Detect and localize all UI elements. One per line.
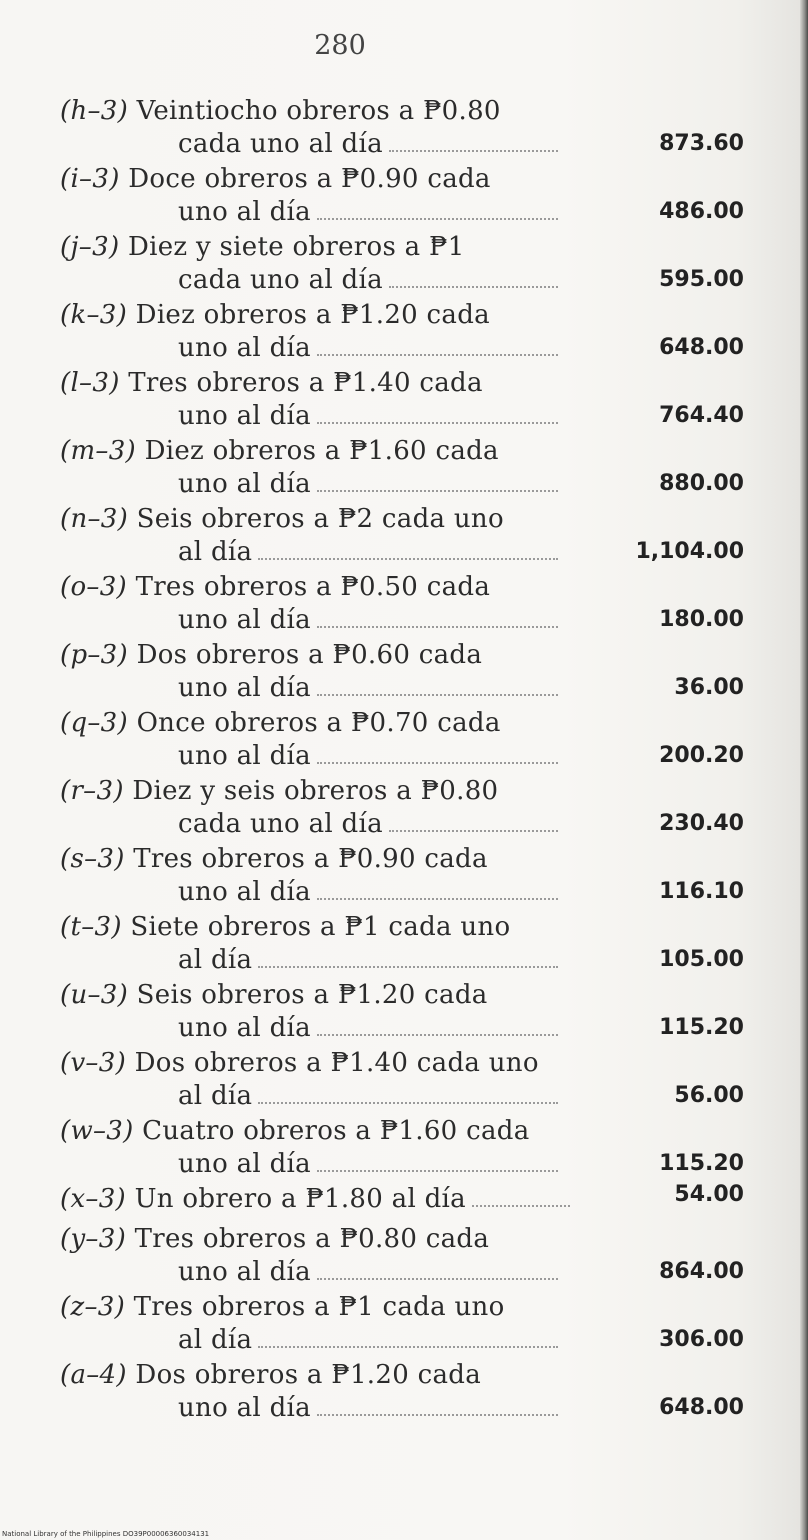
entry-code: (h–3) [60,96,129,126]
entry-code: (m–3) [60,436,136,466]
entry-amount: 105.00 [659,947,744,972]
list-item [0,707,800,775]
entry-amount: 873.60 [659,131,744,156]
list-item [0,1115,800,1183]
entry-text-cont: cada uno al día [178,809,383,839]
entry-text-cont: al día [178,537,253,567]
entry-amount: 230.40 [659,811,744,836]
dot-leader [389,830,558,832]
list-item [0,571,800,639]
entry-text-cont: cada uno al día [178,265,383,295]
entry-text-cont: uno al día [178,401,311,431]
entry-text: Tres obreros a ₱0.90 cada [133,844,488,874]
entry-amount: 115.20 [659,1015,744,1040]
list-item [0,1223,800,1291]
entry-text: Un obrero a ₱1.80 al día [134,1184,466,1214]
entry-text: Siete obreros a ₱1 cada uno [130,912,511,942]
entry-code: (i–3) [60,164,120,194]
dot-leader [258,1102,558,1104]
list-item [0,1047,800,1115]
entry-amount: 306.00 [659,1327,744,1352]
entry-amount: 200.20 [659,743,744,768]
entry-code: (u–3) [60,980,129,1010]
list-item [0,843,800,911]
entry-text: Cuatro obreros a ₱1.60 cada [142,1116,530,1146]
entry-code: (x–3) [60,1184,126,1214]
list-item [0,163,800,231]
entry-code: (a–4) [60,1360,127,1390]
dot-leader [317,422,558,424]
entry-text-cont: cada uno al día [178,129,383,159]
entry-text: Tres obreros a ₱1 cada uno [133,1292,505,1322]
dot-leader [317,1278,558,1280]
entry-amount: 880.00 [659,471,744,496]
entry-text-cont: uno al día [178,1149,311,1179]
list-item [0,95,800,163]
entry-text: Dos obreros a ₱1.40 cada uno [134,1048,539,1078]
entry-code: (o–3) [60,572,127,602]
entry-amount: 648.00 [659,1395,744,1420]
list-item [0,1291,800,1359]
entry-code: (t–3) [60,912,122,942]
entry-text: Seis obreros a ₱2 cada uno [136,504,504,534]
dot-leader [317,694,558,696]
entry-amount: 864.00 [659,1259,744,1284]
entry-text: Dos obreros a ₱0.60 cada [136,640,483,670]
list-item [0,299,800,367]
entry-amount: 36.00 [674,675,744,700]
list-item [0,775,800,843]
entry-text-cont: al día [178,945,253,975]
page-edge [800,0,808,1540]
list-item [0,1183,800,1223]
entry-code: (k–3) [60,300,128,330]
entry-text-cont: al día [178,1325,253,1355]
dot-leader [317,898,558,900]
list-item [0,367,800,435]
entry-code: (v–3) [60,1048,127,1078]
dot-leader [389,286,558,288]
entry-amount: 54.00 [674,1182,744,1207]
entry-amount: 180.00 [659,607,744,632]
dot-leader [317,1170,558,1172]
list-item [0,639,800,707]
entry-text: Tres obreros a ₱1.40 cada [128,368,483,398]
entry-text: Veintiocho obreros a ₱0.80 [136,96,501,126]
entry-list [0,95,800,1427]
entry-amount: 764.40 [659,403,744,428]
entry-text: Tres obreros a ₱0.50 cada [135,572,491,602]
entry-text-cont: uno al día [178,469,311,499]
entry-amount: 595.00 [659,267,744,292]
page-number: 280 [314,30,366,61]
entry-code: (r–3) [60,776,124,806]
list-item [0,979,800,1047]
dot-leader [472,1205,570,1207]
dot-leader [317,1414,558,1416]
entry-text: Diez obreros a ₱1.60 cada [144,436,499,466]
entry-text-cont: uno al día [178,333,311,363]
list-item [0,1359,800,1427]
list-item [0,911,800,979]
entry-code: (q–3) [60,708,128,738]
dot-leader [389,150,558,152]
entry-text: Seis obreros a ₱1.20 cada [136,980,488,1010]
entry-text-cont: uno al día [178,1013,311,1043]
entry-text: Tres obreros a ₱0.80 cada [134,1224,490,1254]
entry-text-cont: uno al día [178,741,311,771]
entry-text-cont: uno al día [178,673,311,703]
entry-text: Diez y siete obreros a ₱1 [127,232,465,262]
entry-code: (n–3) [60,504,129,534]
entry-amount: 56.00 [674,1083,744,1108]
entry-amount: 1,104.00 [635,539,744,564]
entry-code: (s–3) [60,844,125,874]
entry-text: Diez y seis obreros a ₱0.80 [132,776,499,806]
dot-leader [317,1034,558,1036]
entry-text-cont: uno al día [178,1257,311,1287]
dot-leader [317,490,558,492]
dot-leader [317,626,558,628]
entry-text-cont: uno al día [178,197,311,227]
dot-leader [317,354,558,356]
entry-code: (w–3) [60,1116,134,1146]
entry-text-cont: al día [178,1081,253,1111]
list-item [0,435,800,503]
dot-leader [258,1346,558,1348]
entry-text-cont: uno al día [178,1393,311,1423]
entry-code: (y–3) [60,1224,127,1254]
entry-code: (p–3) [60,640,128,670]
entry-code: (z–3) [60,1292,126,1322]
entry-amount: 115.20 [659,1151,744,1176]
entry-text: Diez obreros a ₱1.20 cada [135,300,490,330]
dot-leader [317,218,558,220]
entry-text-cont: uno al día [178,877,311,907]
dot-leader [317,762,558,764]
entry-code: (j–3) [60,232,120,262]
list-item [0,231,800,299]
dot-leader [258,558,558,560]
entry-amount: 116.10 [659,879,744,904]
dot-leader [258,966,558,968]
entry-amount: 486.00 [659,199,744,224]
entry-code: (l–3) [60,368,120,398]
scan-footer: National Library of the Philippines DO39P00006360034131 [2,1530,210,1538]
entry-text: Doce obreros a ₱0.90 cada [128,164,491,194]
entry-text: Once obreros a ₱0.70 cada [136,708,501,738]
entry-amount: 648.00 [659,335,744,360]
list-item [0,503,800,571]
entry-text-cont: uno al día [178,605,311,635]
entry-text: Dos obreros a ₱1.20 cada [135,1360,482,1390]
